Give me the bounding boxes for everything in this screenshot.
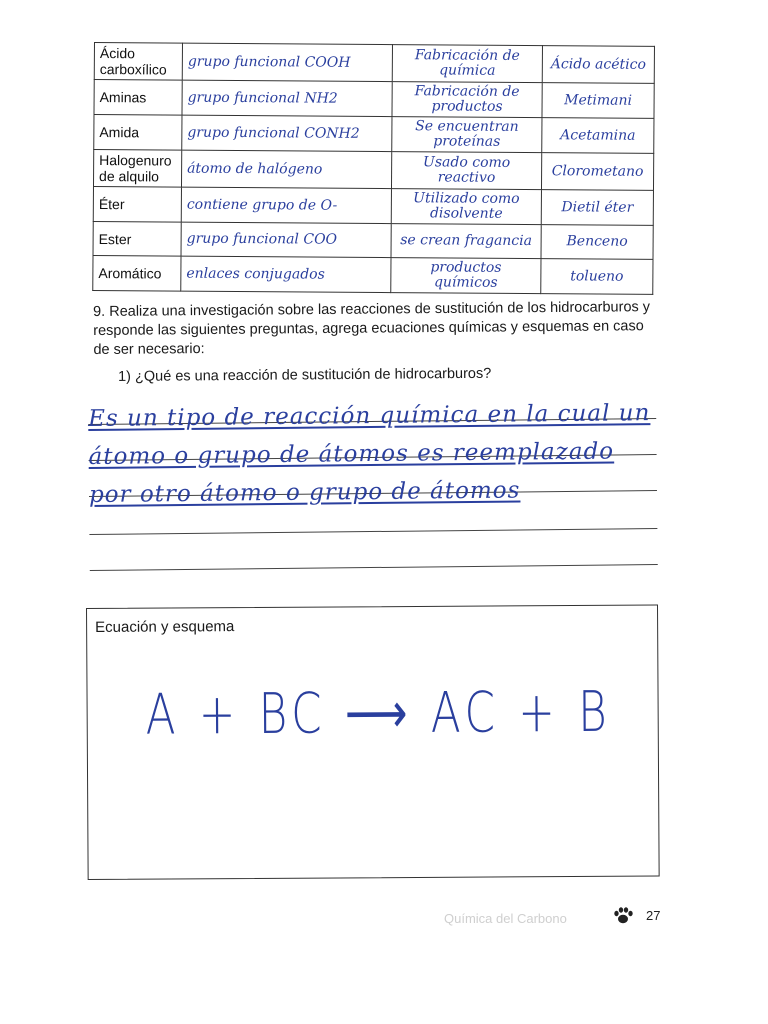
use-answer: Fabricación de productos — [392, 82, 542, 118]
answer-area — [88, 394, 662, 590]
table-row — [93, 221, 653, 259]
functional-group-answer: enlaces conjugados — [181, 256, 391, 292]
use-answer: Utilizado como disolvente — [391, 189, 541, 225]
table-row — [93, 186, 653, 225]
answer-line — [89, 528, 657, 535]
table-row — [93, 255, 653, 294]
subquestion-1 — [118, 366, 491, 385]
functional-group-answer: grupo funcional COO — [181, 222, 391, 257]
functional-group-answer: grupo funcional COOH — [182, 43, 392, 81]
use-answer: se crean fragancia — [391, 224, 541, 259]
handwritten-answer: Es un tipo de reacción química en la cual un átomo o grupo de átomos es reemplazado por otro átomo o grupo de átomos — [88, 400, 651, 508]
table-row — [93, 150, 653, 191]
compound-type: Aromático — [93, 255, 181, 291]
paw-print-icon — [612, 905, 634, 927]
table-row — [94, 43, 654, 84]
use-answer: Usado como reactivo — [391, 152, 541, 190]
functional-group-answer: grupo funcional NH2 — [182, 80, 392, 116]
question-9-text: 9. Realiza una investigación sobre las reacciones de sustitución de los hidrocarburos y responde las siguientes preguntas, agrega ecuaciones químicas y esquemas en caso de ser necesario: — [93, 299, 651, 358]
use-answer: Fabricación de química — [392, 45, 542, 83]
compound-type: Aminas — [94, 80, 182, 116]
example-answer: Acetamina — [542, 118, 654, 154]
compound-type: Amida — [94, 115, 182, 151]
functional-group-answer: contiene grupo de O- — [181, 187, 391, 223]
compound-type: Éter — [93, 186, 181, 222]
compound-type: Ácido carboxílico — [94, 43, 182, 81]
example-answer: Dietil éter — [541, 190, 653, 226]
example-answer: Ácido acético — [542, 46, 654, 84]
compound-type: Ester — [93, 221, 181, 256]
subquestion-number: 1) — [118, 368, 132, 385]
functional-group-answer: átomo de halógeno — [181, 150, 391, 188]
equation-box — [86, 605, 660, 880]
equation-box-title: Ecuación y esquema — [95, 618, 235, 636]
example-answer: Clorometano — [541, 153, 653, 191]
compound-type: Halogenuro de alquilo — [93, 150, 181, 188]
example-answer: Metimani — [542, 83, 654, 119]
example-answer: tolueno — [541, 259, 653, 295]
table-row — [94, 115, 654, 154]
example-answer: Benceno — [541, 225, 653, 260]
subquestion-text: ¿Qué es una reacción de sustitución de hidrocarburos? — [134, 365, 492, 385]
answer-line — [90, 564, 658, 571]
page-number: 27 — [646, 908, 661, 923]
footer-book-title: Química del Carbono — [444, 911, 567, 926]
use-answer: Se encuentran proteínas — [392, 117, 542, 153]
table-row — [94, 80, 654, 119]
functional-groups-table — [92, 42, 655, 295]
handwritten-equation: A + BC ⟶ AC + B — [145, 679, 612, 748]
functional-group-answer: grupo funcional CONH2 — [182, 115, 392, 151]
use-answer: productos químicos — [391, 258, 541, 294]
